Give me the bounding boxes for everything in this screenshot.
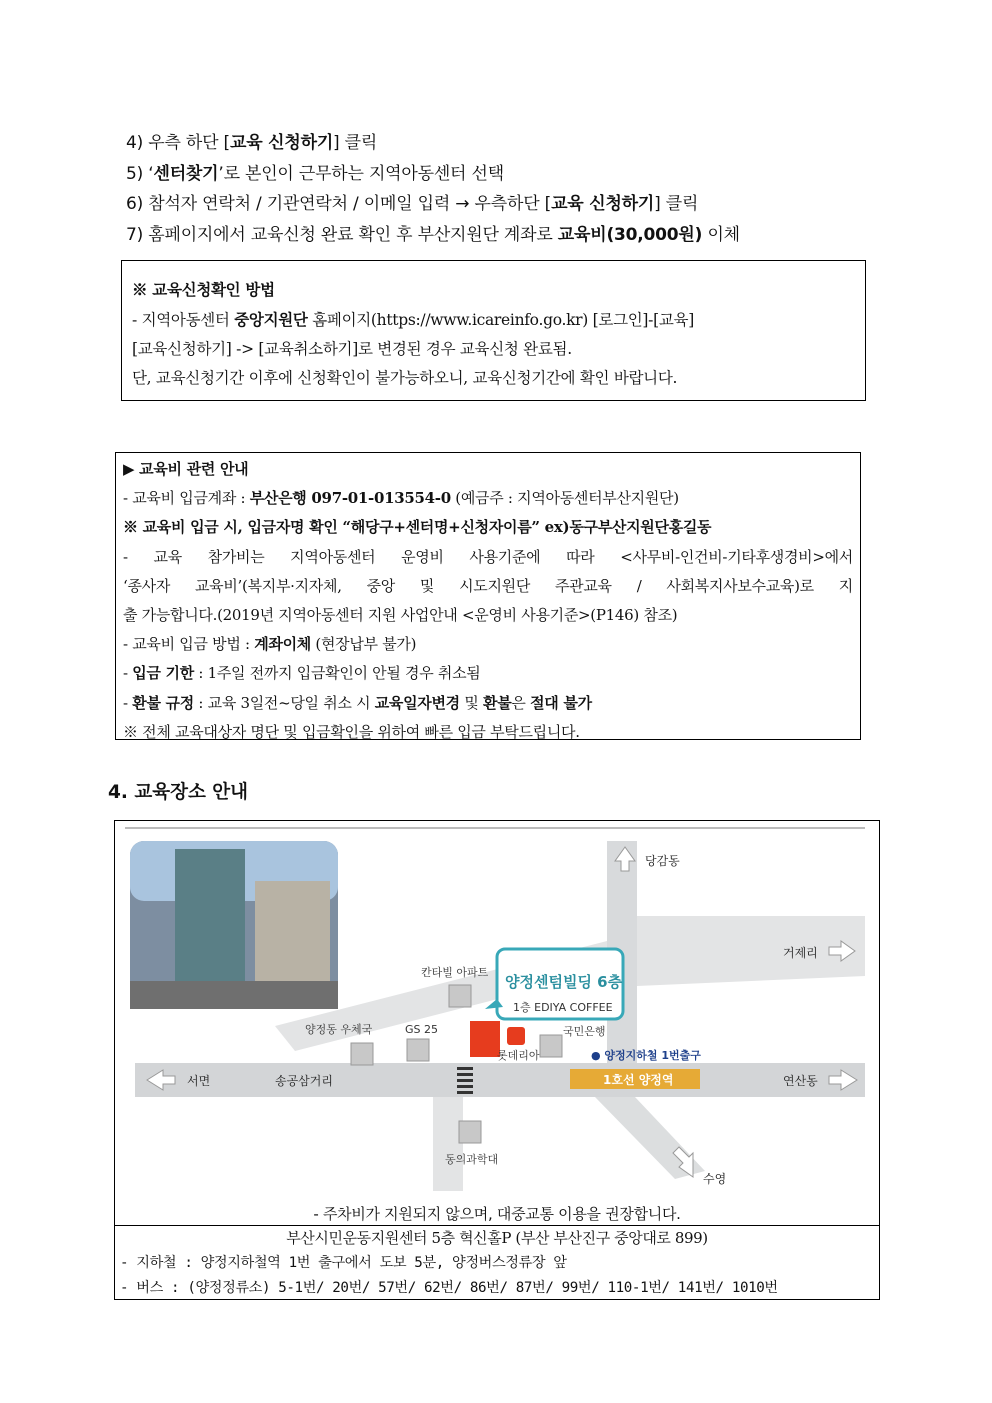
lotteria-logo-icon xyxy=(507,1027,525,1045)
step-5: 5) ‘센터찾기’로 본인이 근무하는 지역아동센터 선택 xyxy=(126,163,504,184)
label-kantavil: 칸타빌 아파트 xyxy=(421,966,489,979)
fee-deadline: - 입금 기한 : 1주일 전까지 입금확인이 안될 경우 취소됨 xyxy=(123,664,481,683)
label-suyeong: 수영 xyxy=(703,1172,727,1186)
label-post-office: 양정동 우체국 xyxy=(305,1023,373,1036)
section-title: 4. 교육장소 안내 xyxy=(108,782,249,803)
parking-note: - 주차비가 지원되지 않으며, 대중교통 이용을 권장합니다. xyxy=(313,1205,681,1223)
label-subway-exit: ● 양정지하철 1번출구 xyxy=(591,1049,701,1062)
confirm-method-box xyxy=(121,260,866,401)
fee-depositor-note: ※ 교육비 입금 시, 입금자명 확인 “해당구+센터명+신청자이름” ex)동구부산지원단홍길동 xyxy=(123,518,712,537)
location-map xyxy=(115,821,879,1225)
photo-tower xyxy=(175,849,245,989)
label-lotteria: 롯데리아 xyxy=(497,1049,540,1062)
label-kookmin: 국민은행 xyxy=(563,1025,606,1038)
label-danggam: 당감동 xyxy=(645,854,680,868)
step-7: 7) 홈페이지에서 교육신청 완료 확인 후 부산지원단 계좌로 교육비(30,000원) 이체 xyxy=(126,224,740,245)
main-road xyxy=(135,1063,865,1097)
kookmin-block xyxy=(540,1035,562,1057)
target-building-icon xyxy=(470,1021,500,1057)
label-gs25: GS 25 xyxy=(405,1023,438,1036)
post-office-block xyxy=(351,1043,373,1065)
fee-box-title: ▶ 교육비 관련 안내 xyxy=(123,460,249,478)
confirm-box-title: ※ 교육신청확인 방법 xyxy=(132,280,275,299)
label-yeonsan: 연산동 xyxy=(783,1074,818,1088)
fee-info-box xyxy=(115,452,861,740)
confirm-box-line2: [교육신청하기] -> [교육취소하기]로 변경된 경우 교육신청 완료됨. xyxy=(132,340,572,358)
fee-refund: - 환불 규정 : 교육 3일전~당일 취소 시 교육일자변경 및 환불은 절대 불가 xyxy=(123,693,592,712)
photo-street xyxy=(130,981,338,1009)
label-building-name: 양정센텀빌딩 6층 xyxy=(505,973,623,991)
step-6: 6) 참석자 연락처 / 기관연락처 / 이메일 입력 → 우측하단 [교육 신청하기] 클릭 xyxy=(126,194,699,214)
fee-account: - 교육비 입금계좌 : 부산은행 097-01-013554-0 (예금주 : 지역아동센터부산지원단) xyxy=(123,489,679,508)
confirm-box-line3: 단, 교육신청기간 이후에 신청확인이 불가능하오니, 교육신청기간에 확인 바랍니다. xyxy=(132,369,678,387)
step-4: 4) 우측 하단 [교육 신청하기] 클릭 xyxy=(126,133,378,153)
label-building-sub: 1층 EDIYA COFFEE xyxy=(513,1001,613,1014)
address-line: 부산시민운동지원센터 5층 혁신홀P (부산 부산진구 중앙대로 899) xyxy=(286,1229,708,1247)
label-geoje: 거제리 xyxy=(783,946,818,960)
address-section xyxy=(115,1225,879,1301)
fee-usage-1: - 교육 참가비는 지역아동센터 운영비 사용기준에 따라 <사무비-인건비-기타후생경비>에서 xyxy=(123,547,853,566)
subway-directions: - 지하철 : 양정지하철역 1번 출구에서 도보 5분, 양정버스정류장 앞 xyxy=(120,1255,567,1271)
label-songgong: 송공삼거리 xyxy=(275,1074,333,1088)
photo-right-building xyxy=(255,881,330,991)
confirm-box-line1: - 지역아동센터 중앙지원단 홈페이지(https://www.icareinfo.go.kr) [로그인]-[교육] xyxy=(132,310,694,329)
fee-method: - 교육비 입금 방법 : 계좌이체 (현장납부 불가) xyxy=(123,635,417,654)
label-line1: 1호선 양정역 xyxy=(603,1073,674,1087)
fee-final-note: ※ 전체 교육대상자 명단 및 입금확인을 위하여 빠른 입금 부탁드립니다. xyxy=(123,722,580,741)
label-seomyeon: 서면 xyxy=(187,1074,211,1088)
location-map-box xyxy=(114,820,880,1300)
label-dongeui: 동의과학대 xyxy=(445,1153,499,1166)
south-road xyxy=(433,1097,463,1191)
fee-usage-3: 출 가능합니다.(2019년 지역아동센터 지원 사업안내 <운영비 사용기준>(P146) 참조) xyxy=(123,606,678,625)
gs25-block xyxy=(407,1039,429,1061)
fee-usage-2: ‘종사자 교육비’(복지부·지자체, 중앙 및 시도지원단 주관교육 / 사회복지사보수교육)로 지 xyxy=(123,576,853,595)
kantavil-block xyxy=(449,985,471,1007)
bus-directions: - 버스 : (양정정류소) 5-1번/ 20번/ 57번/ 62번/ 86번/ 87번/ 99번/ 110-1번/ 141번/ 1010번 xyxy=(120,1280,778,1296)
application-steps xyxy=(126,128,886,250)
dongeui-block xyxy=(459,1121,481,1143)
